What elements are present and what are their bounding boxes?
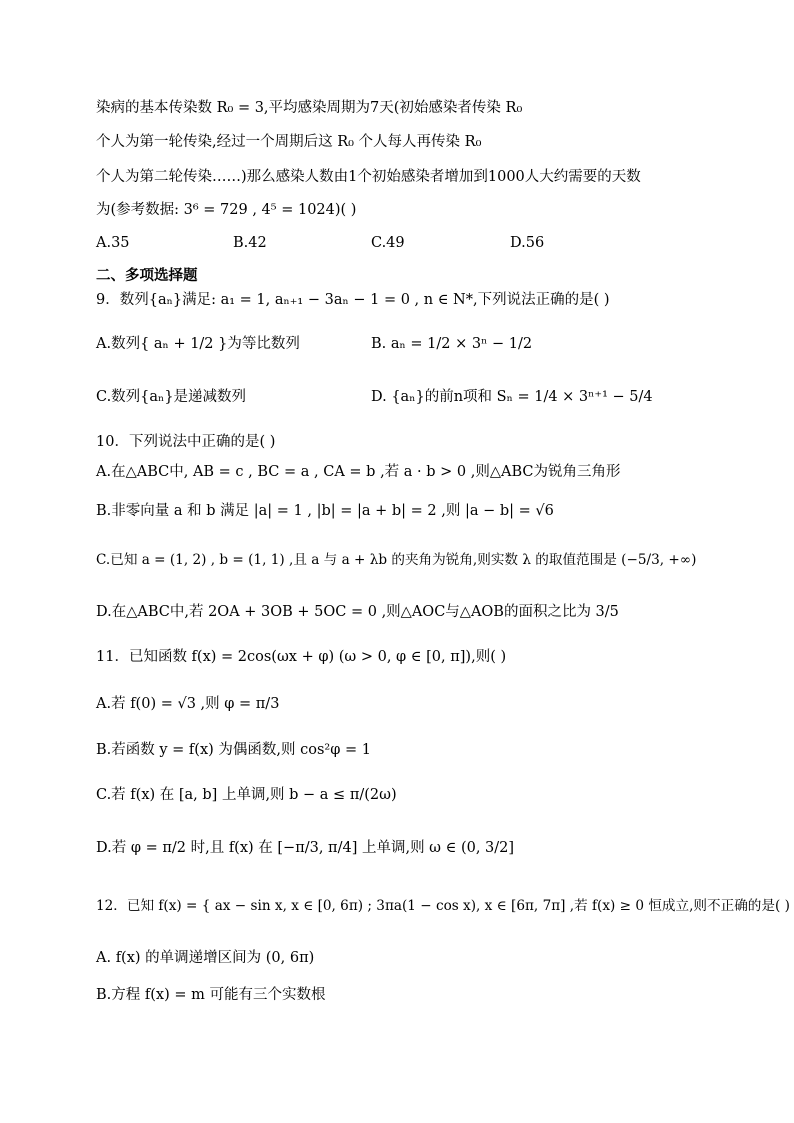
q12-stem: 12．已知 f(x) = { ax − sin x, x ∈ [0, 6π) ; 3πa(1 − cos x), x ∈ [6π, 7π] ,若 f(x) ≥ 0 恒成立,则不正确的是( ): [96, 898, 790, 914]
section-title: 二、多项选择题: [96, 268, 198, 284]
q9-option-d: D. {aₙ}的前n项和 Sₙ = 1/4 × 3ⁿ⁺¹ − 5/4: [371, 389, 653, 405]
q10-stem: 10．下列说法中正确的是( ): [96, 434, 276, 450]
problem8-line-2: 个人为第一轮传染,经过一个周期后这 R₀ 个人每人再传染 R₀: [96, 134, 482, 150]
q9-stem: 9．数列{aₙ}满足: a₁ = 1, aₙ₊₁ − 3aₙ − 1 = 0 , n ∈ N*,下列说法正确的是( ): [96, 292, 610, 308]
q12-option-a: A. f(x) 的单调递增区间为 (0, 6π): [96, 950, 315, 966]
problem8-option-a: A.35: [96, 235, 130, 251]
q10-option-d: D.在△ABC中,若 2OA + 3OB + 5OC = 0 ,则△AOC与△AOB的面积之比为 3/5: [96, 604, 619, 620]
problem8-line-4: 为(参考数据: 3⁶ = 729 , 4⁵ = 1024)( ): [96, 202, 357, 218]
q11-option-d: D.若 φ = π/2 时,且 f(x) 在 [−π/3, π/4] 上单调,则 ω ∈ (0, 3/2]: [96, 840, 515, 856]
q10-option-c: C.已知 a = (1, 2) , b = (1, 1) ,且 a 与 a + λb 的夹角为锐角,则实数 λ 的取值范围是 (−5/3, +∞): [96, 552, 697, 568]
q11-option-a: A.若 f(0) = √3 ,则 φ = π/3: [96, 696, 280, 712]
problem8-option-d: D.56: [510, 235, 545, 251]
problem8-option-b: B.42: [233, 235, 267, 251]
problem8-option-c: C.49: [371, 235, 405, 251]
q11-option-b: B.若函数 y = f(x) 为偶函数,则 cos²φ = 1: [96, 742, 371, 758]
q10-option-a: A.在△ABC中, AB = c , BC = a , CA = b ,若 a · b > 0 ,则△ABC为锐角三角形: [96, 464, 621, 480]
problem8-line-1: 染病的基本传染数 R₀ = 3,平均感染周期为7天(初始感染者传染 R₀: [96, 100, 523, 116]
q10-option-b: B.非零向量 a 和 b 满足 |a| = 1 , |b| = |a + b| = 2 ,则 |a − b| = √6: [96, 503, 554, 519]
problem8-line-3: 个人为第二轮传染……)那么感染人数由1个初始感染者增加到1000人大约需要的天数: [96, 169, 641, 185]
q12-option-b: B.方程 f(x) = m 可能有三个实数根: [96, 987, 326, 1003]
q9-option-c: C.数列{aₙ}是递减数列: [96, 389, 247, 405]
q11-stem: 11．已知函数 f(x) = 2cos(ωx + φ) (ω > 0, φ ∈ [0, π]),则( ): [96, 649, 507, 665]
q9-option-a: A.数列{ aₙ + 1/2 }为等比数列: [96, 336, 300, 352]
q11-option-c: C.若 f(x) 在 [a, b] 上单调,则 b − a ≤ π/(2ω): [96, 787, 397, 803]
q9-option-b: B. aₙ = 1/2 × 3ⁿ − 1/2: [371, 336, 533, 352]
